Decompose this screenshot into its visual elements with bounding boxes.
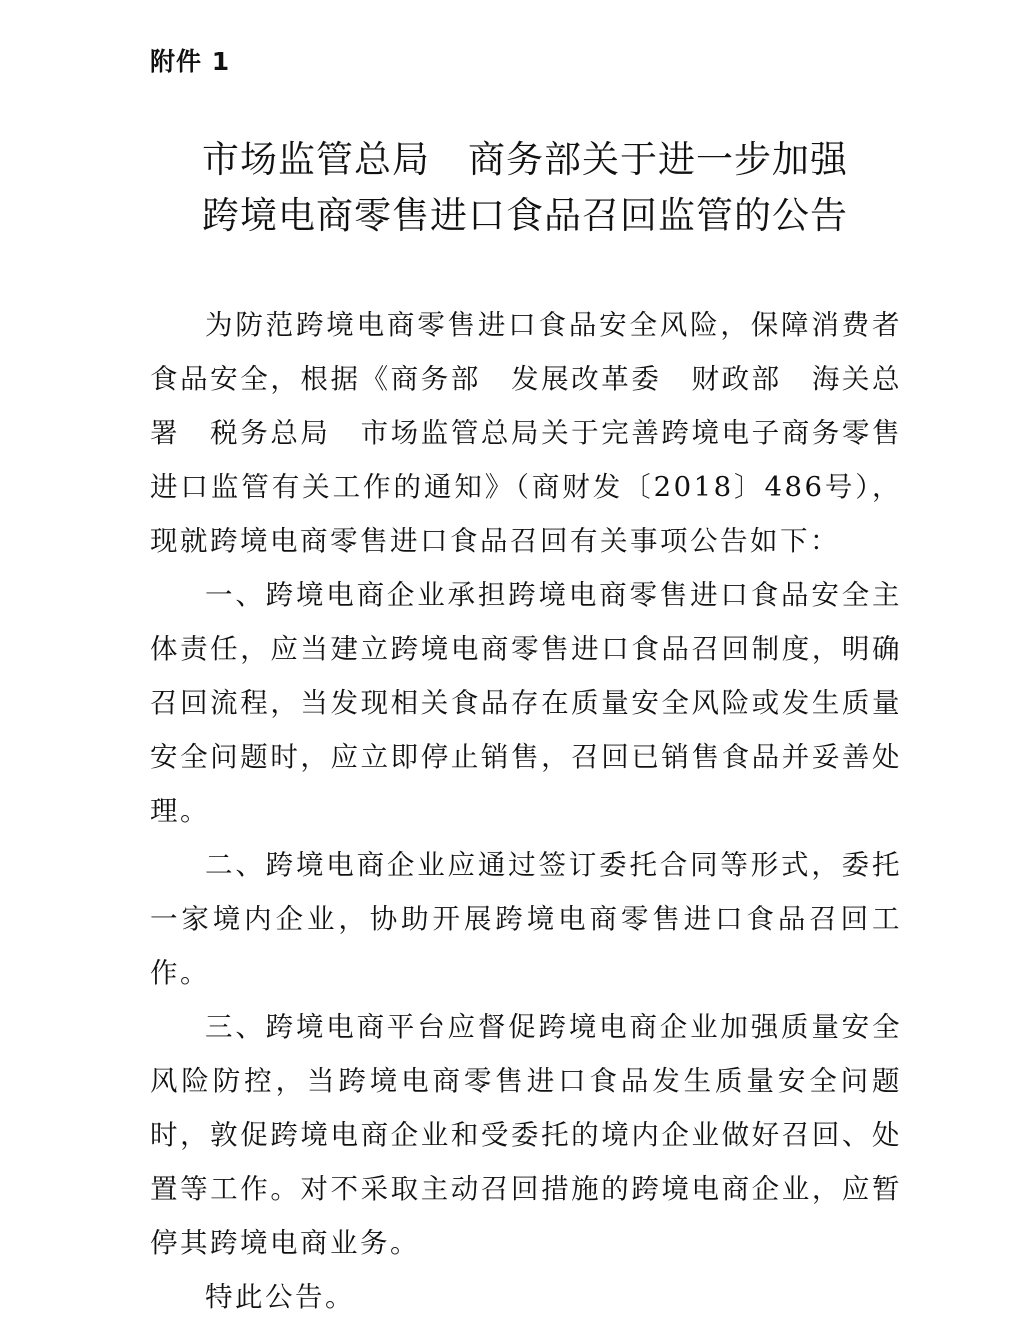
title-line-1: 市场监管总局 商务部关于进一步加强 <box>202 138 848 181</box>
paragraph-item-2: 二、跨境电商企业应通过签订委托合同等形式，委托一家境内企业，协助开展跨境电商零售进口食品召回工作。 <box>150 849 902 989</box>
document-title <box>150 132 900 244</box>
paragraph-item-3: 三、跨境电商平台应督促跨境电商企业加强质量安全风险防控，当跨境电商零售进口食品发生质量安全问题时，敦促跨境电商企业和受委托的境内企业做好召回、处置等工作。对不采取主动召回措施的跨境电商企业，应暂停其跨境电商业务。 <box>150 1011 902 1259</box>
title-line-2: 跨境电商零售进口食品召回监管的公告 <box>202 194 848 237</box>
attachment-label: 附件 1 <box>150 47 231 76</box>
paragraph-item-1: 一、跨境电商企业承担跨境电商零售进口食品安全主体责任，应当建立跨境电商零售进口食品召回制度，明确召回流程，当发现相关食品存在质量安全风险或发生质量安全问题时，应立即停止销售，召回已销售食品并妥善处理。 <box>150 579 902 827</box>
paragraph-closing: 特此公告。 <box>205 1281 355 1313</box>
document-body <box>150 298 902 1324</box>
paragraph-intro: 为防范跨境电商零售进口食品安全风险，保障消费者食品安全，根据《商务部 发展改革委 财政部 海关总署 税务总局 市场监管总局关于完善跨境电子商务零售进口监管有关工作的通知》（商财发〔2018〕486号），现就跨境电商零售进口食品召回有关事项公告如下： <box>150 309 902 557</box>
